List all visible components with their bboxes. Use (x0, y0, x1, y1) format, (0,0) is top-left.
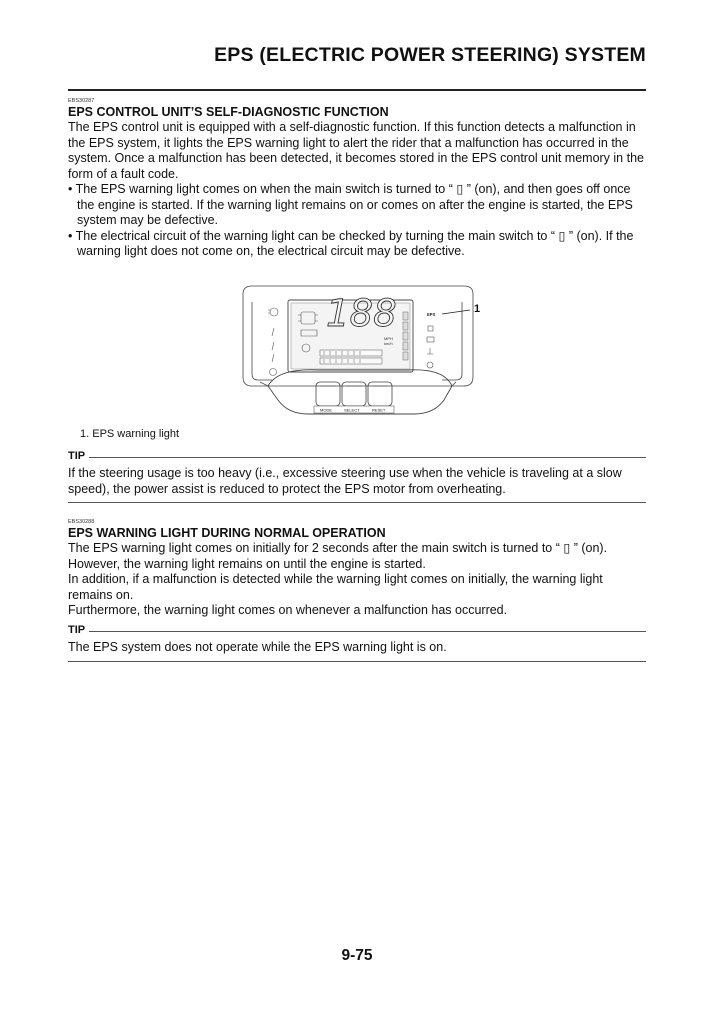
page-header-title: EPS (ELECTRIC POWER STEERING) SYSTEM (214, 44, 646, 66)
speed-unit-top: MPH (384, 336, 393, 341)
tip-rule (89, 631, 646, 632)
reset-button-label: RESET (372, 407, 386, 413)
section-paragraph: Furthermore, the warning light comes on whenever a malfunction has occurred. (68, 603, 508, 617)
speed-unit-bottom: km/h (384, 341, 393, 346)
bullet-item: • The electrical circuit of the warning light can be checked by turning the main switch to “ ▯ ” (on). If the warning light does not come on, the electrical circuit may be defective. (68, 228, 634, 258)
tip-rule (89, 457, 646, 458)
section-normal-operation (68, 519, 646, 619)
select-button-label: SELECT (344, 407, 360, 413)
figure-caption: 1. EPS warning light (80, 428, 180, 440)
section-self-diagnostic (68, 98, 646, 260)
tip-label: TIP (68, 624, 86, 636)
section-paragraph: The EPS warning light comes on initially for 2 seconds after the main switch is turned to “ ▯ ” (on). However, the warning light remains on until the engine is started. (68, 541, 608, 571)
mode-button-label: MODE (320, 407, 332, 413)
section-code: EBS30288 (68, 519, 95, 525)
tip-box (68, 450, 646, 503)
section-title: EPS WARNING LIGHT DURING NORMAL OPERATION (68, 526, 386, 540)
tip-end-rule (68, 502, 646, 503)
header-rule (68, 89, 646, 91)
fuel-gauge-bars (403, 312, 408, 360)
section-body: The EPS control unit is equipped with a self-diagnostic function. If this function detects a malfunction in the EPS system, it lights the EPS warning light to alert the rider that a malfunction has occurred in the system. Once a malfunction has been detected, it becomes stored in the EPS control unit memory in the form of a fault code. (68, 120, 644, 181)
tip-label: TIP (68, 450, 86, 462)
tip-box (68, 624, 646, 662)
section-code: EBS30287 (68, 98, 95, 104)
indicator-icons (427, 326, 434, 368)
tip-body: The EPS system does not operate while the EPS warning light is on. (68, 640, 447, 654)
tip-end-rule (68, 661, 646, 662)
instrument-panel-figure (238, 282, 488, 418)
section-paragraph: In addition, if a malfunction is detected while the warning light comes on initially, the warning light remains on. (68, 572, 603, 602)
bullet-item: • The EPS warning light comes on when the main switch is turned to “ ▯ ” (on), and then goes off once the engine is started. If the warning light remains on or comes on after the engine is started, the EPS system may be defective. (68, 182, 633, 227)
page-number: 9-75 (341, 947, 373, 964)
tip-body: If the steering usage is too heavy (i.e., excessive steering use when the vehicle is traveling at a slow speed), the power assist is reduced to protect the EPS motor from overheating. (68, 466, 622, 496)
eps-warning-label: EPS (427, 312, 436, 317)
section-title: EPS CONTROL UNIT’S SELF-DIAGNOSTIC FUNCTION (68, 105, 389, 119)
callout-number: 1 (474, 303, 481, 315)
speed-digits: 188 (326, 292, 397, 335)
